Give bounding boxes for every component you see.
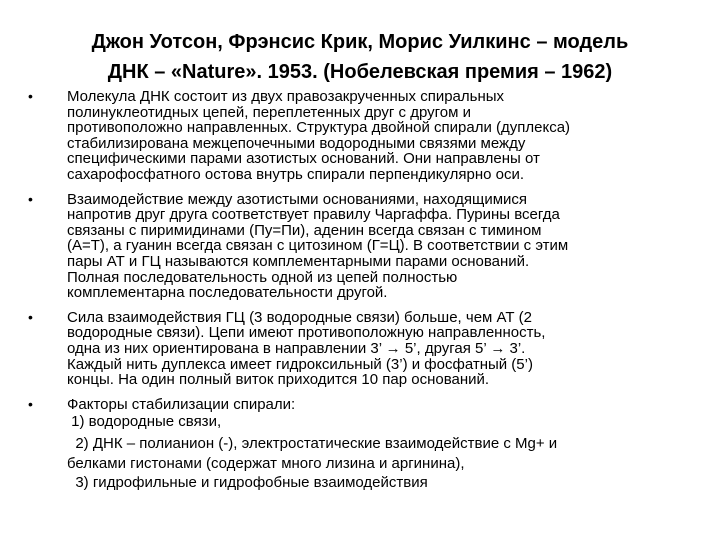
text-line: противоположно направленных. Структура двойной спирали (дуплекса) — [67, 119, 571, 137]
text-line: (А=Т), а гуанин всегда связан с цитозином (Г=Ц). В соответствии с этим — [67, 237, 569, 255]
bullet-dot: • — [28, 308, 33, 325]
text-line: Взаимодействие между азотистыми основаниями, находящимися — [67, 190, 528, 208]
sub-item: белками гистонами (содержат много лизина и аргинина), — [67, 455, 465, 473]
text-line: связаны с пиримидинами (Пу=Пи), аденин всегда связан с тимином — [67, 221, 542, 239]
title-line-2: ДНК – «Nature». 1953. (Нобелевская премия – 1962) — [107, 61, 613, 83]
bullet-dot: • — [28, 88, 33, 104]
text-line: пары АТ и ГЦ называются комплементарными парами оснований. — [67, 252, 530, 270]
bullet-item-stabilization-factors — [24, 397, 704, 495]
text-line: Сила взаимодействия ГЦ (3 водородные связи) больше, чем АТ (2 — [67, 308, 533, 326]
slide-title — [30, 27, 690, 87]
bullet-item-bond-strength — [24, 310, 704, 388]
text-line: одна из них ориентирована в направлении 3’ → 5’, другая 5’ → 3’. — [67, 339, 526, 357]
text-line: Полная последовательность одной из цепей полностью — [67, 268, 458, 286]
bullet-dot: • — [28, 395, 33, 412]
text-line: специфическими парами азотистых оснований. Они направлены от — [67, 150, 540, 168]
text-line: Каждый нить дуплекса имеет гидроксильный (3’) и фосфатный (5’) — [67, 355, 533, 373]
title-line-1: Джон Уотсон, Фрэнсис Крик, Морис Уилкинс – модель — [91, 31, 629, 53]
text-line: водородные связи). Цепи имеют противоположную направленность, — [67, 324, 546, 342]
text-line: концы. На один полный виток приходится 10 пар оснований. — [67, 371, 490, 389]
text-line: напротив друг друга соответствует правилу Чаргаффа. Пурины всегда — [67, 206, 560, 224]
bullet-list — [24, 89, 704, 494]
bullet-item-molecule-structure — [24, 89, 704, 183]
text-line: Факторы стабилизации спирали: — [67, 395, 296, 413]
sub-item: 3) гидрофильные и гидрофобные взаимодействия — [67, 474, 428, 492]
text-line: полинуклеотидных цепей, переплетенных друг с другом и — [67, 103, 471, 121]
text-line: стабилизирована межцепочечными водородными связями между — [67, 134, 526, 152]
text-line: Молекула ДНК состоит из двух правозакрученных спиральных — [67, 88, 505, 105]
text-line: сахарофосфатного остова внутрь спирали перпендикулярно оси. — [67, 165, 525, 183]
sub-item: 2) ДНК – полианион (-), электростатические взаимодействие с Mg+ и — [67, 435, 558, 453]
bullet-item-chargaff-rule — [24, 192, 704, 301]
text-line: комплементарна последовательности другой. — [67, 284, 388, 302]
sub-item: 1) водородные связи, — [67, 413, 222, 431]
bullet-dot: • — [28, 190, 33, 207]
